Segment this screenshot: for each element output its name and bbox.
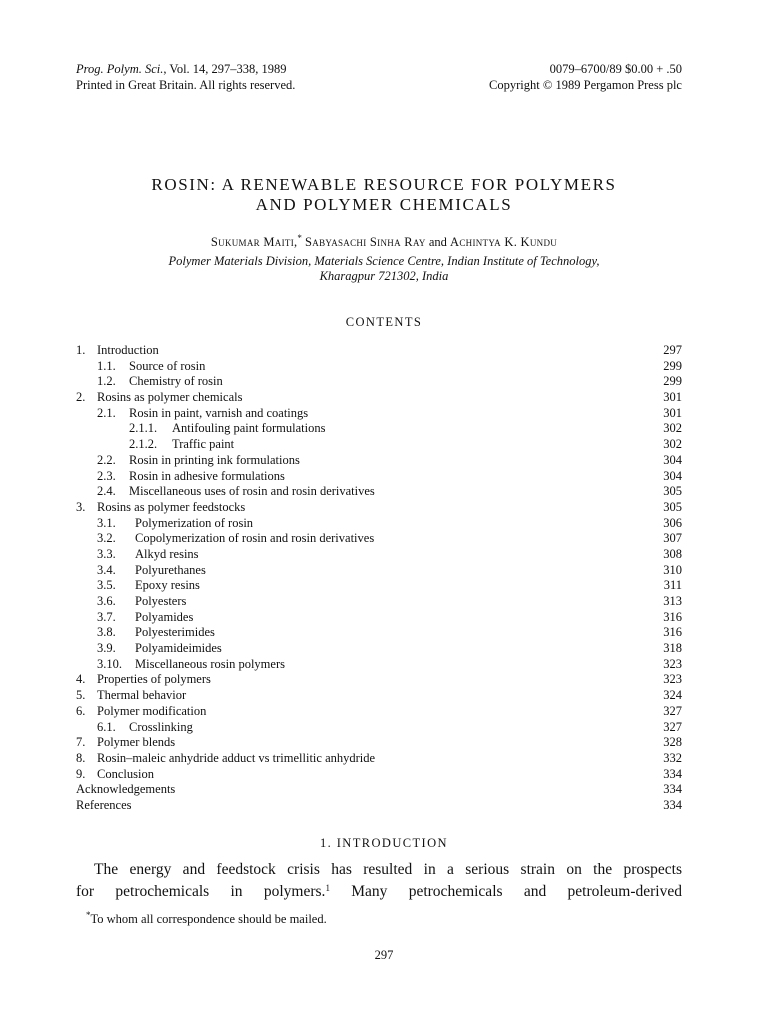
toc-entry (76, 610, 682, 626)
toc-entry-number: 2.2. (97, 452, 116, 467)
toc-entry-page: 323 (663, 672, 682, 687)
footnote-text: To whom all correspondence should be mailed. (90, 912, 327, 926)
toc-entry-number: 2.1. (97, 405, 116, 420)
toc-entry-page: 313 (663, 594, 682, 608)
toc-entry-number: 1.2. (97, 374, 116, 389)
toc-entry-title: References (76, 797, 132, 812)
toc-entry-number: 7. (76, 735, 86, 750)
toc-entry-number: 4. (76, 672, 86, 687)
toc-entry-title: Polyurethanes (135, 562, 206, 577)
toc-entry (76, 390, 682, 406)
toc-entry-number: 1. (76, 343, 86, 357)
toc-entry-page: 324 (663, 688, 682, 703)
toc-entry (76, 421, 682, 437)
toc-entry-title: Copolymerization of rosin and rosin derivatives (135, 531, 375, 546)
toc-entry-page: 332 (663, 750, 682, 765)
body-line-1: The energy and feedstock crisis has resulted in a serious strain on the prospects (94, 861, 682, 878)
toc-entry-title: Rosins as polymer feedstocks (97, 499, 246, 514)
printed-note: Printed in Great Britain. All rights reserved. (76, 78, 296, 92)
toc-entry-number: 3.4. (97, 562, 116, 577)
toc-entry-page: 297 (663, 343, 682, 357)
toc-entry-title: Polymer blends (97, 735, 176, 750)
toc-entry (76, 720, 682, 736)
journal-name: Prog. Polym. Sci. (76, 62, 164, 76)
contents-heading: CONTENTS (345, 315, 423, 329)
toc-entry-page: 307 (663, 531, 682, 546)
toc-entry-number: 3.9. (97, 641, 116, 656)
toc-entry (76, 672, 682, 688)
toc-entry (76, 767, 682, 783)
toc-entry (76, 469, 682, 485)
toc-entry-title: Polyamideimides (135, 641, 222, 656)
toc-entry-title: Polyesters (135, 594, 187, 608)
page-number: 297 (374, 948, 394, 962)
footnote (86, 912, 327, 927)
toc-entry-number: 3.2. (97, 531, 116, 546)
toc-entry-number: 6. (76, 703, 86, 718)
toc-entry-page: 301 (663, 390, 682, 405)
toc-entry-title: Chemistry of rosin (129, 374, 223, 389)
author-2: Sabyasachi Sinha Ray (305, 235, 426, 249)
reference-marker: 1 (325, 883, 330, 893)
toc-entry (76, 453, 682, 469)
toc-entry-page: 334 (663, 782, 682, 797)
author-list (40, 234, 728, 250)
toc-entry (76, 625, 682, 641)
toc-entry-page: 301 (663, 405, 682, 420)
toc-entry-title: Properties of polymers (97, 672, 211, 687)
toc-entry-number: 2.1.2. (129, 437, 158, 452)
toc-entry-number: 6.1. (97, 719, 116, 734)
section-heading-introduction: 1. INTRODUCTION (320, 836, 448, 850)
toc-entry (76, 594, 682, 610)
toc-entry-number: 9. (76, 766, 86, 781)
toc-entry (76, 735, 682, 751)
toc-entry (76, 437, 682, 453)
toc-entry-number: 3. (76, 499, 86, 514)
toc-entry-page: 306 (663, 515, 682, 530)
toc-entry-title: Rosin–maleic anhydride adduct vs trimellitic anhydride (97, 750, 376, 765)
toc-entry (76, 688, 682, 704)
toc-entry (76, 484, 682, 500)
toc-entry (76, 641, 682, 657)
affiliation-line-2: Kharagpur 721302, India (319, 269, 449, 283)
issn-code: 0079–6700/89 $0.00 + .50 (549, 62, 682, 76)
toc-entry-title: Crosslinking (129, 719, 193, 734)
toc-entry-number: 2.3. (97, 468, 116, 483)
toc-entry-page: 334 (663, 766, 682, 781)
toc-entry-title: Conclusion (97, 766, 154, 781)
toc-entry-number: 3.5. (97, 578, 116, 593)
toc-entry (76, 798, 682, 814)
toc-entry-page: 323 (663, 656, 682, 671)
toc-entry-page: 302 (663, 421, 682, 436)
toc-entry-title: Acknowledgements (76, 782, 176, 797)
copyright-line: Copyright © 1989 Pergamon Press plc (489, 78, 682, 92)
toc-entry-title: Polyesterimides (135, 625, 215, 640)
toc-entry-page: 302 (663, 437, 682, 452)
author-3: Achintya K. Kundu (450, 235, 558, 249)
body-line-2-start: for petrochemicals in polymers. (76, 883, 326, 900)
toc-entry (76, 500, 682, 516)
toc-entry (76, 704, 682, 720)
toc-entry-page: 305 (663, 499, 682, 514)
toc-entry-number: 3.10. (97, 656, 122, 671)
toc-entry-page: 328 (663, 735, 682, 750)
title-line-2: AND POLYMER CHEMICALS (255, 195, 513, 214)
toc-entry-title: Polymer modification (97, 703, 207, 718)
header-left (76, 61, 295, 93)
toc-entry (76, 343, 682, 359)
toc-entry-number: 8. (76, 750, 86, 765)
toc-entry-page: 310 (663, 562, 682, 577)
toc-entry-title: Alkyd resins (135, 546, 199, 561)
toc-entry-page: 299 (663, 374, 682, 389)
toc-entry (76, 563, 682, 579)
toc-entry-number: 5. (76, 688, 86, 703)
toc-entry-number: 3.8. (97, 625, 116, 640)
toc-entry-number: 3.7. (97, 609, 116, 624)
toc-entry-title: Traffic paint (172, 437, 235, 452)
toc-entry-title: Thermal behavior (97, 688, 187, 703)
toc-entry-page: 299 (663, 358, 682, 373)
affiliation-line-1: Polymer Materials Division, Materials Science Centre, Indian Institute of Technology, (168, 254, 600, 268)
corresponding-mark: * (297, 233, 302, 243)
toc-entry-title: Rosins as polymer chemicals (97, 390, 243, 405)
toc-entry-title: Antifouling paint formulations (172, 421, 326, 436)
table-of-contents (76, 343, 682, 814)
journal-citation: , Vol. 14, 297–338, 1989 (163, 62, 287, 76)
toc-entry (76, 516, 682, 532)
toc-entry-page: 327 (663, 719, 682, 734)
body-paragraph (76, 859, 682, 903)
toc-entry-title: Rosin in adhesive formulations (129, 468, 285, 483)
toc-entry-title: Introduction (97, 343, 159, 357)
header-right (489, 61, 682, 93)
toc-entry (76, 657, 682, 673)
title-line-1: ROSIN: A RENEWABLE RESOURCE FOR POLYMERS (151, 175, 617, 194)
toc-entry-title: Rosin in printing ink formulations (129, 452, 300, 467)
toc-entry-page: 304 (663, 468, 682, 483)
toc-entry-number: 1.1. (97, 358, 116, 373)
toc-entry-page: 308 (663, 546, 682, 561)
toc-entry-page: 334 (663, 797, 682, 812)
toc-entry-page: 304 (663, 452, 682, 467)
toc-entry-page: 316 (663, 625, 682, 640)
toc-entry-number: 2. (76, 390, 86, 405)
toc-entry-title: Source of rosin (129, 358, 206, 373)
toc-entry-number: 3.6. (97, 594, 116, 608)
toc-entry (76, 406, 682, 422)
toc-entry-title: Polymerization of rosin (135, 515, 254, 530)
toc-entry (76, 751, 682, 767)
body-line-2 (76, 881, 682, 903)
toc-entry (76, 578, 682, 594)
toc-entry-page: 327 (663, 703, 682, 718)
toc-entry-title: Polyamides (135, 609, 194, 624)
toc-entry-page: 311 (663, 578, 682, 593)
toc-entry-number: 3.1. (97, 515, 116, 530)
toc-entry-page: 318 (663, 641, 682, 656)
toc-entry (76, 531, 682, 547)
body-line-2-end: Many petrochemicals and petroleum-derived (329, 883, 682, 900)
affiliation (40, 254, 728, 284)
toc-entry-title: Miscellaneous uses of rosin and rosin derivatives (129, 484, 375, 499)
toc-entry-page: 316 (663, 609, 682, 624)
author-conjunction: and (425, 235, 451, 249)
toc-entry (76, 547, 682, 563)
toc-entry-number: 2.4. (97, 484, 116, 499)
toc-entry-number: 2.1.1. (129, 421, 158, 436)
footnote-mark: * (86, 910, 91, 920)
toc-entry (76, 359, 682, 375)
toc-entry-page: 305 (663, 484, 682, 499)
toc-entry-title: Rosin in paint, varnish and coatings (129, 405, 309, 420)
toc-entry-title: Epoxy resins (135, 578, 200, 593)
toc-entry (76, 782, 682, 798)
toc-entry (76, 374, 682, 390)
toc-entry-title: Miscellaneous rosin polymers (135, 656, 285, 671)
toc-entry-number: 3.3. (97, 546, 116, 561)
author-1: Sukumar Maiti, (210, 235, 298, 249)
article-title (40, 175, 728, 215)
